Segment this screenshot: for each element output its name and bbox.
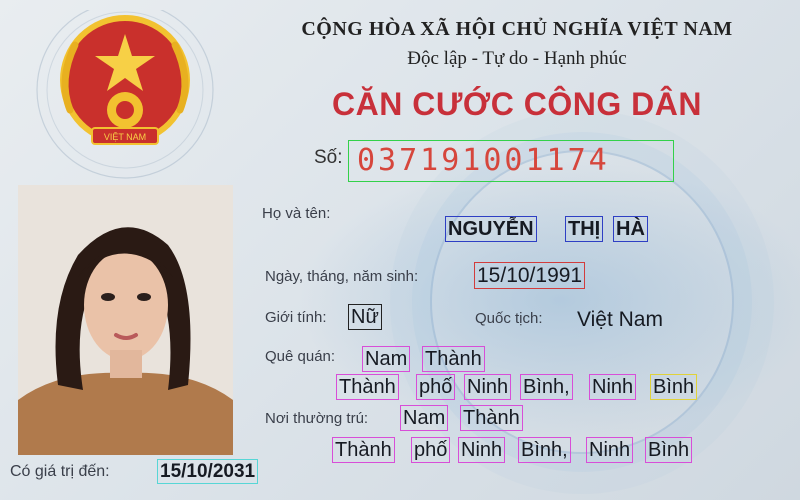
residence-word[interactable]: Bình, (518, 437, 571, 463)
full-name-word[interactable]: NGUYỄN (445, 216, 537, 242)
national-motto: Độc lập - Tự do - Hạnh phúc (407, 48, 627, 69)
residence-word[interactable]: Bình (645, 437, 692, 463)
origin-word[interactable]: Bình (650, 374, 697, 400)
portrait-photo (18, 185, 233, 455)
nationality-label: Quốc tịch: (475, 310, 543, 327)
origin-word[interactable]: Thành (422, 346, 485, 372)
emblem-banner-text: VIỆT NAM (103, 132, 147, 142)
full-name-word[interactable]: THỊ (565, 216, 603, 242)
residence-word[interactable]: Nam (400, 405, 448, 431)
origin-word[interactable]: Nam (362, 346, 410, 372)
origin-label: Quê quán: (265, 348, 336, 365)
residence-word[interactable]: Thành (332, 437, 395, 463)
residence-word[interactable]: Ninh (586, 437, 633, 463)
origin-word[interactable]: Bình, (520, 374, 573, 400)
dob-value[interactable]: 15/10/1991 (474, 262, 585, 289)
expiry-value[interactable]: 15/10/2031 (157, 459, 258, 484)
origin-word[interactable]: phố (416, 374, 455, 400)
dob-label: Ngày, tháng, năm sinh: (265, 268, 419, 285)
origin-word[interactable]: Thành (336, 374, 399, 400)
id-number-value[interactable]: 037191001174 (348, 140, 674, 182)
nationality-value: Việt Nam (577, 308, 663, 331)
residence-label: Nơi thường trú: (265, 410, 369, 427)
sex-label: Giới tính: (265, 309, 327, 326)
document-title: CĂN CƯỚC CÔNG DÂN (332, 86, 702, 122)
full-name-label: Họ và tên: (262, 205, 331, 222)
residence-word[interactable]: phố (411, 437, 450, 463)
residence-word[interactable]: Thành (460, 405, 523, 431)
origin-word[interactable]: Ninh (589, 374, 636, 400)
origin-word[interactable]: Ninh (464, 374, 511, 400)
full-name-word[interactable]: HÀ (613, 216, 648, 242)
residence-word[interactable]: Ninh (458, 437, 505, 463)
country-name: CỘNG HÒA XÃ HỘI CHỦ NGHĨA VIỆT NAM (301, 18, 733, 40)
id-number-label: Số: (314, 147, 343, 168)
sex-value[interactable]: Nữ (348, 304, 382, 330)
expiry-label: Có giá trị đến: (10, 463, 110, 480)
national-emblem-icon (30, 10, 220, 180)
